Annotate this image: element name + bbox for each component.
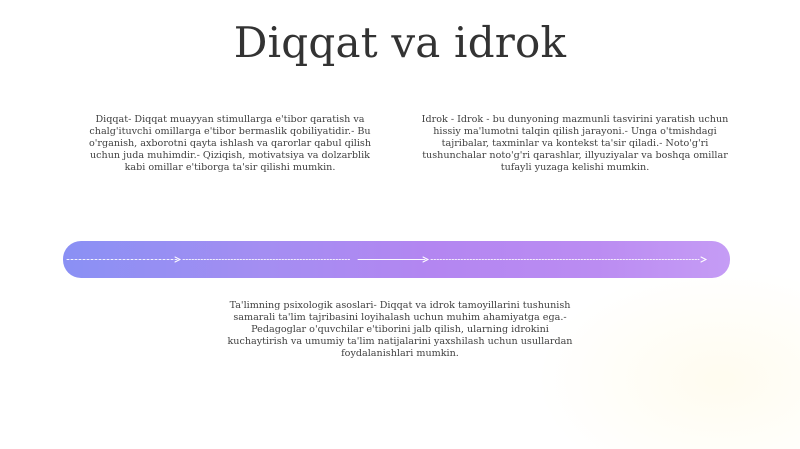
attention-text-block: Diqqat- Diqqat muayyan stimullarga e'tibor qaratish va chalg'ituvchi omillarga e'tibor bermaslik qobiliyatidir.- Bu o'rganish, axborotni qayta ishlash va qarorlar qabul qilish uchun juda muhimdir.- Qiziqish, motivatsiya va dolzarblik kabi omillar e'tiborga ta'sir qilishi mumkin.: [88, 114, 372, 173]
education-text-block: Ta'limning psixologik asoslari- Diqqat va idrok tamoyillarini tushunish samarali ta'lim tajribasini loyihalash uchun muhim ahamiyatga ega.- Pedagoglar o'quvchilar e'tiborini jalb qilish, ularning idrokini kuchaytirish va umumiy ta'lim natijalarini yaxshilash uchun usullardan foydalanishlari mumkin.: [227, 300, 573, 359]
arrow-head-3-icon: [701, 257, 706, 262]
perception-text-block: Idrok - Idrok - bu dunyoning mazmunli tasvirini yaratish uchun hissiy ma'lumotni talqin qilish jarayoni.- Unga o'tmishdagi tajribalar, taxminlar va kontekst ta'sir qiladi.- Noto'g'ri tushunchalar noto'g'ri qarashlar, illyuziyalar va boshqa omillar tufayli yuzaga kelishi mumkin.: [421, 114, 729, 173]
slide-title: Diqqat va idrok: [233, 18, 567, 67]
timeline-arrows: [63, 241, 730, 278]
timeline-bar: [63, 241, 730, 278]
